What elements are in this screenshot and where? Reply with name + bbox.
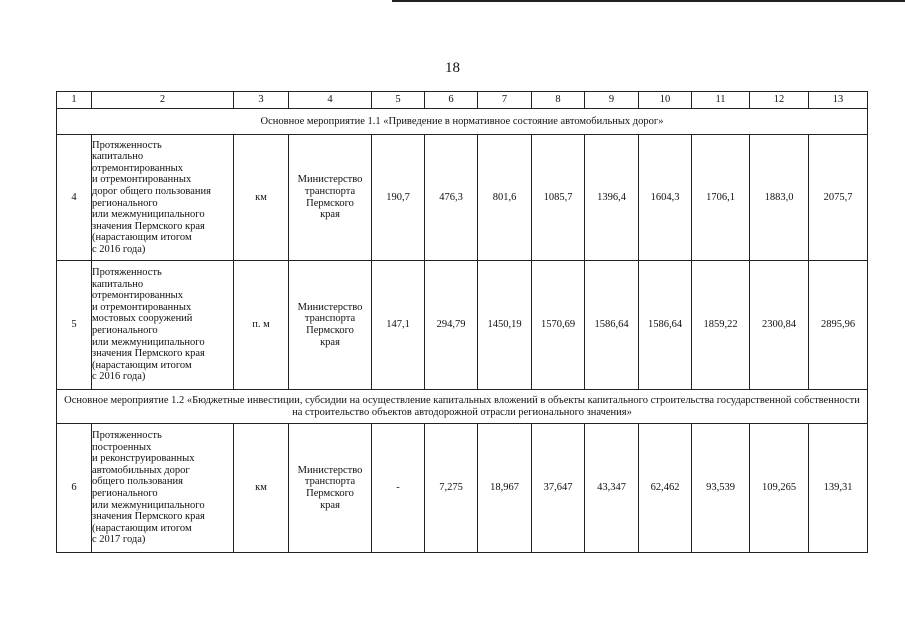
section-title: Основное мероприятие 1.2 «Бюджетные инвестиции, субсидии на осуществление капитальных вложений в объекты капитального строительства государственной собственности на строительство объектов автодорожной отрасли регионального значения»: [57, 390, 868, 424]
value-cell: 1085,7: [532, 135, 585, 261]
row-number: 4: [57, 135, 92, 261]
indicator-name: Протяженность построенных и реконструированных автомобильных дорог общего пользования регионального или межмуниципального значения Пермского края (нарастающим итогом с 2017 года): [92, 424, 234, 553]
header-cell: 4: [289, 92, 372, 109]
header-cell: 12: [750, 92, 809, 109]
value-cell: 139,31: [809, 424, 868, 553]
top-rule: [392, 0, 905, 2]
row-number: 5: [57, 261, 92, 390]
value-cell: 1706,1: [692, 135, 750, 261]
value-cell: 1396,4: [585, 135, 639, 261]
section-title: Основное мероприятие 1.1 «Приведение в нормативное состояние автомобильных дорог»: [57, 109, 868, 135]
header-cell: 11: [692, 92, 750, 109]
header-cell: 6: [425, 92, 478, 109]
indicator-name: Протяженность капитально отремонтированных и отремонтированных мостовых сооружений регионального или межмуниципального значения Пермского края (нарастающим итогом с 2016 года): [92, 261, 234, 390]
table-row: [57, 135, 868, 261]
value-cell: 1859,22: [692, 261, 750, 390]
value-cell: 476,3: [425, 135, 478, 261]
value-cell: 1586,64: [585, 261, 639, 390]
responsible-cell: Министерство транспорта Пермского края: [289, 424, 372, 553]
value-cell: 1883,0: [750, 135, 809, 261]
value-cell: 43,347: [585, 424, 639, 553]
value-cell: 37,647: [532, 424, 585, 553]
value-cell: 1604,3: [639, 135, 692, 261]
value-cell: 2300,84: [750, 261, 809, 390]
responsible-cell: Министерство транспорта Пермского края: [289, 135, 372, 261]
header-cell: 2: [92, 92, 234, 109]
value-cell: 18,967: [478, 424, 532, 553]
header-cell: 7: [478, 92, 532, 109]
unit-cell: км: [234, 135, 289, 261]
value-cell: 93,539: [692, 424, 750, 553]
header-cell: 8: [532, 92, 585, 109]
unit-cell: км: [234, 424, 289, 553]
header-cell: 3: [234, 92, 289, 109]
row-number: 6: [57, 424, 92, 553]
value-cell: 109,265: [750, 424, 809, 553]
value-cell: 294,79: [425, 261, 478, 390]
section-row: [57, 390, 868, 424]
table-row: [57, 424, 868, 553]
unit-cell: п. м: [234, 261, 289, 390]
section-row: [57, 109, 868, 135]
value-cell: 1586,64: [639, 261, 692, 390]
value-cell: 190,7: [372, 135, 425, 261]
value-cell: 1570,69: [532, 261, 585, 390]
page-number: 18: [445, 60, 460, 76]
header-cell: 10: [639, 92, 692, 109]
indicators-table: [56, 91, 868, 553]
value-cell: 2075,7: [809, 135, 868, 261]
responsible-cell: Министерство транспорта Пермского края: [289, 261, 372, 390]
value-cell: 147,1: [372, 261, 425, 390]
indicator-name: Протяженность капитально отремонтированных и отремонтированных дорог общего пользования регионального или межмуниципального значения Пермского края (нарастающим итогом с 2016 года): [92, 135, 234, 261]
value-cell: 62,462: [639, 424, 692, 553]
table-row: [57, 261, 868, 390]
header-cell: 9: [585, 92, 639, 109]
value-cell: 1450,19: [478, 261, 532, 390]
header-cell: 13: [809, 92, 868, 109]
value-cell: 7,275: [425, 424, 478, 553]
value-cell: 2895,96: [809, 261, 868, 390]
value-cell: 801,6: [478, 135, 532, 261]
header-cell: 1: [57, 92, 92, 109]
header-cell: 5: [372, 92, 425, 109]
value-cell: -: [372, 424, 425, 553]
header-row: [57, 92, 868, 109]
